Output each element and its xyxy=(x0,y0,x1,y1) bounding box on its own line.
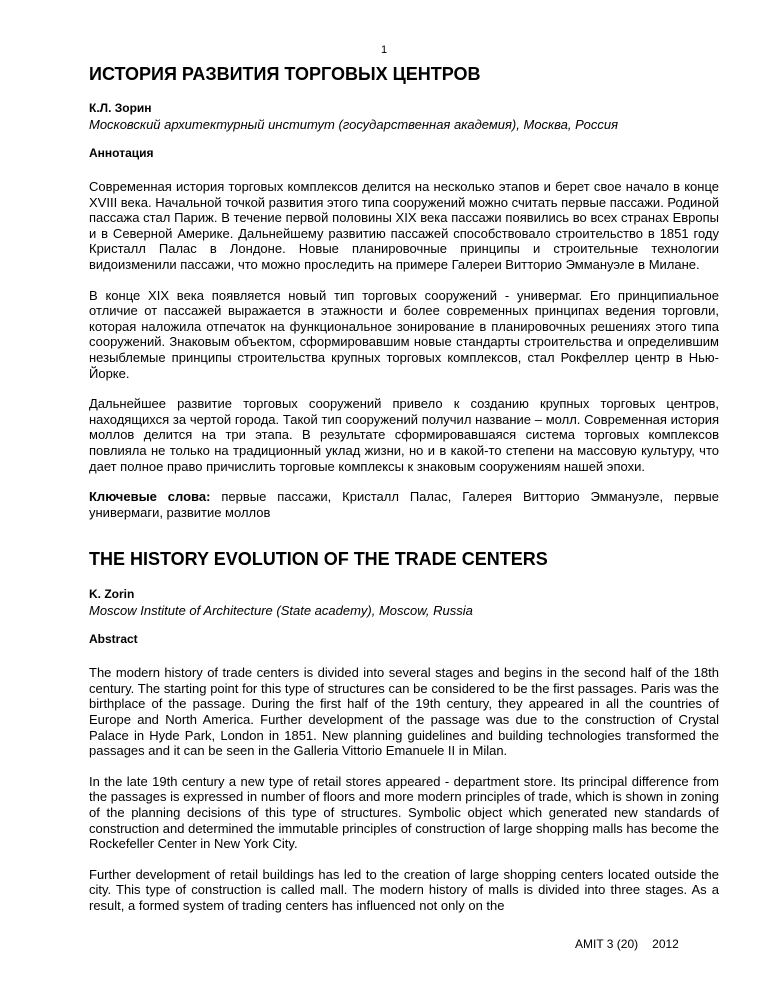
en-paragraph-1: The modern history of trade centers is divided into several stages and begins in the second half of the 18th century. The starting point for this type of structures can be considered to be the first passages. Paris was the birthplace of the passage. During the first half of the 19th century, they appeared in all the countries of Europe and North America. Further development of the passage was due to the construction of Crystal Palace in Hyde Park, London in 1851. New planning guidelines and building technologies transformed the passages and it can be seen in the Galleria Vittorio Emanuele II in Milan. xyxy=(89,665,719,759)
ru-paragraph-1: Современная история торговых комплексов делится на несколько этапов и берет свое начало в конце XVIII века. Начальной точкой развития этого типа сооружений можно считать первые пассажи. Родиной пассажа стал Париж. В течение первой половины XIX века пассажи появились во всех странах Европы и в Северной Америке. Дальнейшему развитию пассажей способствовало строительство в 1851 году Кристалл Палас в Лондоне. Новые планировочные принципы и строительные технологии видоизменили пассажи, что можно проследить на примере Галереи Витторио Эммануэле в Милане. xyxy=(89,179,719,272)
en-title: THE HISTORY EVOLUTION OF THE TRADE CENTERS xyxy=(89,549,548,570)
ru-paragraph-3: Дальнейшее развитие торговых сооружений привело к созданию крупных торговых центров, находящихся за чертой города. Такой тип сооружений получил название – молл. Современная история моллов делится на три этапа. В результате сформировавшаяся система торговых комплексов повлияла не только на традиционный уклад жизни, но и в какой-то степени на массовую культуру, что дает полное право причислить торговые комплексы к знаковым сооружениям нашей эпохи. xyxy=(89,396,719,474)
footer-journal: AMIT 3 (20) xyxy=(575,937,639,951)
ru-abstract-heading: Аннотация xyxy=(89,146,154,160)
ru-affiliation: Московский архитектурный институт (государственная академия), Москва, Россия xyxy=(89,117,619,132)
page-footer xyxy=(575,937,679,951)
ru-title: ИСТОРИЯ РАЗВИТИЯ ТОРГОВЫХ ЦЕНТРОВ xyxy=(89,64,481,84)
footer-year: 2012 xyxy=(652,937,679,951)
en-author: K. Zorin xyxy=(89,587,135,602)
page-number: 1 xyxy=(380,44,388,56)
article-body xyxy=(89,62,719,929)
ru-paragraph-2: В конце XIX века появляется новый тип торговых сооружений - универмаг. Его принципиальное отличие от пассажей выражается в этажности и более современных принципах ведения торговли, которая наложила отпечаток на функциональное зонирование в планировочных решениях этого типа сооружений. Знаковым объектом, сформировавшим новые стандарты строительства и определившим незыблемые принципы строительства крупных торговых комплексов, стал Рокфеллер центр в Нью-Йорке. xyxy=(89,287,719,381)
ru-keywords-text: первые пассажи, Кристалл Палас, Галерея Витторио Эммануэле, первые универмаги, развитие моллов xyxy=(89,489,719,520)
en-paragraph-2: In the late 19th century a new type of retail stores appeared - department store. Its principal difference from the passages is expressed in number of floors and more modern principles of trade, which is shown in zoning of the planning decisions of this type of structures. Symbolic object which generated new standards of construction and determined the immutable principles of construction of large shopping malls has become the Rockefeller Center in New York City. xyxy=(89,773,719,852)
ru-keywords xyxy=(89,489,719,520)
en-paragraph-3: Further development of retail buildings has led to the creation of large shopping centers located outside the city. This type of construction is called mall. The modern history of malls is divided into three stages. As a result, a formed system of trading centers has influenced not only on the xyxy=(89,866,719,913)
en-abstract-heading: Abstract xyxy=(89,632,138,647)
en-affiliation: Moscow Institute of Architecture (State academy), Moscow, Russia xyxy=(89,603,473,619)
ru-keywords-label: Ключевые слова: xyxy=(89,489,211,505)
ru-author: К.Л. Зорин xyxy=(89,101,152,115)
